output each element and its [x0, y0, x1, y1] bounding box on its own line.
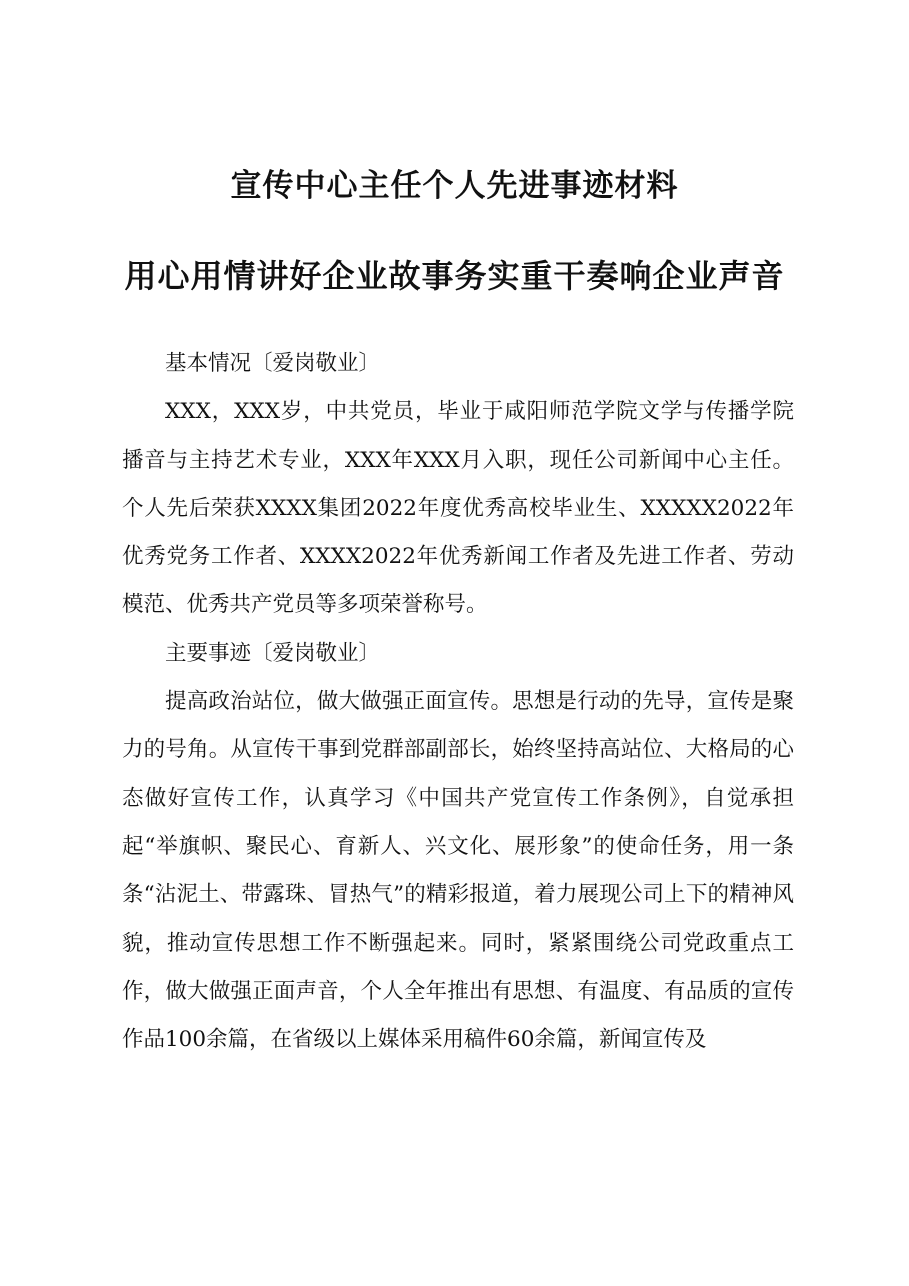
document-subtitle: 用心用情讲好企业故事务实重干奏响企业声音: [124, 257, 785, 295]
paragraph-main-deeds: 提高政治站位，做大做强正面宣传。思想是行动的先导，宣传是聚力的号角。从宣传干事到党群部副部长，始终坚持高站位、大格局的心态做好宣传工作，认真学习《中国共产党宣传工作条例》，自觉承担起“举旗帜、聚民心、育新人、兴文化、展形象”的使命任务，用一条条“沾泥土、带露珠、冒热气”的精彩报道，着力展现公司上下的精神风貌，推动宣传思想工作不断强起来。同时，紧紧围绕公司党政重点工作，做大做强正面声音，个人全年推出有思想、有温度、有品质的宣传作品100余篇，在省级以上媒体采用稿件60余篇，新闻宣传及: [122, 689, 794, 1053]
document-title: 宣传中心主任个人先进事迹材料: [230, 168, 679, 204]
section-heading-basic-info: 基本情况〔爱岗敬业〕: [165, 351, 381, 376]
paragraph-basic-info: XXX，XXX岁，中共党员，毕业于咸阳师范学院文学与传播学院播音与主持艺术专业，XXX年XXX月入职，现任公司新闻中心主任。个人先后荣获XXXX集团2022年度优秀高校毕业生、XXXXX2022年优秀党务工作者、XXXX2022年优秀新闻工作者及先进工作者、劳动模范、优秀共产党员等多项荣誉称号。: [122, 399, 794, 618]
document-body: [122, 340, 794, 1064]
section-heading-main-deeds: 主要事迹〔爱岗敬业〕: [165, 640, 381, 666]
